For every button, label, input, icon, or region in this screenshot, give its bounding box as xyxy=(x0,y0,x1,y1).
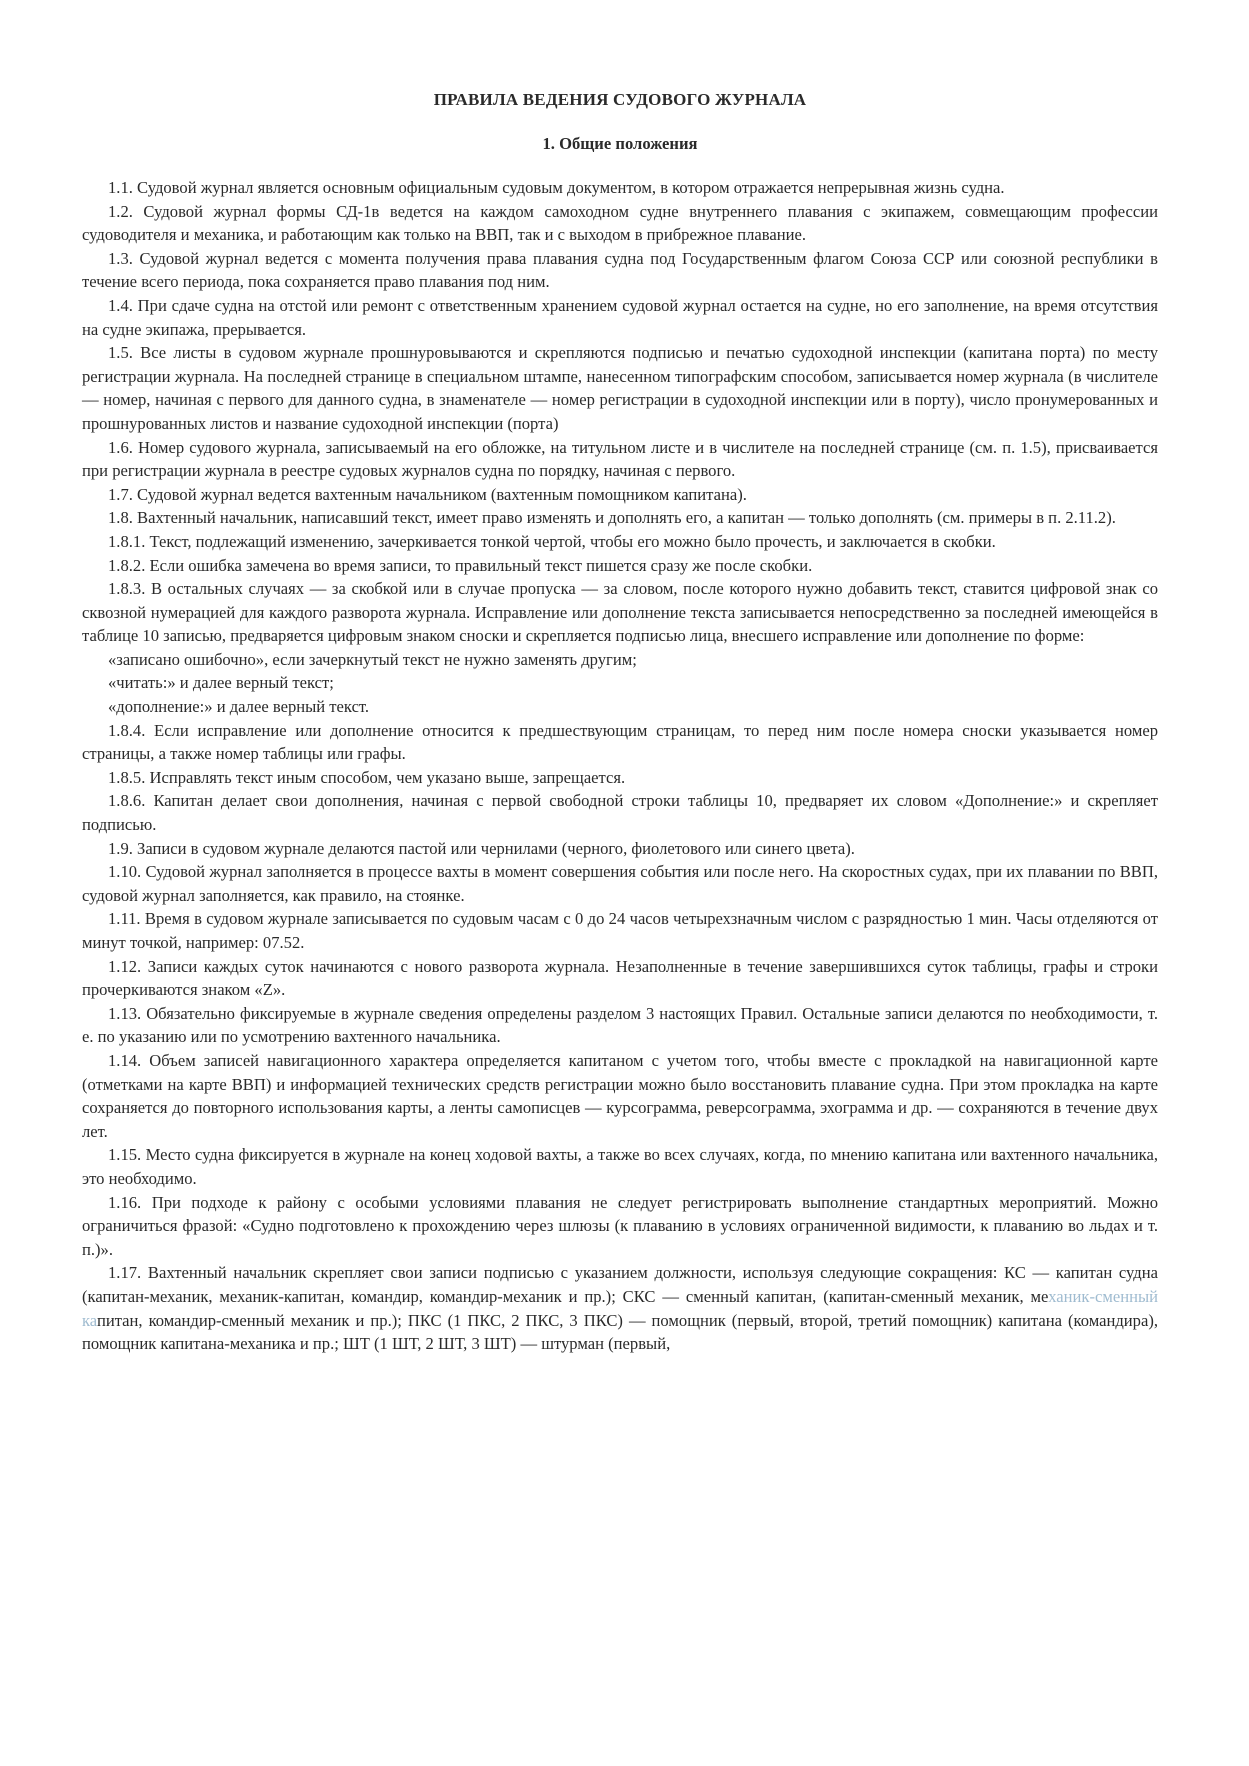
paragraph-1-4: 1.4. При сдаче судна на отстой или ремонт с ответственным хранением судовой журнал остается на судне, но его заполнение, на время отсутствия на судне экипажа, прерывается. xyxy=(82,295,1158,339)
section-title: 1. Общие положения xyxy=(542,134,698,153)
paragraph-1-2: 1.2. Судовой журнал формы СД-1в ведется на каждом самоходном судне внутреннего плавания с экипажем, совмещающим профессии судоводителя и механика, и работающим как только на ВВП, так и с выходом в прибрежное плавание. xyxy=(82,201,1158,245)
paragraph-1-17-text-start: 1.17. Вахтенный начальник скрепляет свои записи подписью с указанием должности, используя следующие сокращения: КС — капитан судна (капитан-механик, механик-капитан, командир, командир-механик и пр.); СКС — сменный капитан, (капитан-сменный механик, ме xyxy=(82,1263,1158,1306)
paragraph-1-15: 1.15. Место судна фиксируется в журнале на конец ходовой вахты, а также во всех случаях, когда, по мнению капитана или вахтенного начальника, это необходимо. xyxy=(82,1145,1158,1188)
paragraph-1-13: 1.13. Обязательно фиксируемые в журнале сведения определены разделом 3 настоящих Правил. Остальные записи делаются по необходимости, т. е. по указанию или по усмотрению вахтенного начальника. xyxy=(82,1003,1158,1047)
watermark-overlay-text: ханик-сменный ка xyxy=(82,1286,1158,1330)
paragraph-1-8-6: 1.8.6. Капитан делает свои дополнения, начиная с первой свободной строки таблицы 10, предваряет их словом «Дополнение:» и скрепляет подписью. xyxy=(82,791,1158,835)
paragraph-1-6: 1.6. Номер судового журнала, записываемый на его обложке, на титульном листе и в числителе на последней странице (см. п. 1.5), присваивается при регистрации журнала в реестре судовых журналов судна по порядку, начиная с первого. xyxy=(82,437,1158,481)
paragraph-1-3: 1.3. Судовой журнал ведется с момента получения права плавания судна под Государственным флагом Союза ССР или союзной республики в течение всего периода, пока сохраняется право плавания под ним. xyxy=(82,248,1158,292)
paragraph-1-8-2: 1.8.2. Если ошибка замечена во время записи, то правильный текст пишется сразу же после скобки. xyxy=(108,555,813,575)
paragraph-1-10: 1.10. Судовой журнал заполняется в процессе вахты в момент совершения события или после него. На скоростных судах, при их плавании по ВВП, судовой журнал заполняется, как правило, на стоянке. xyxy=(82,862,1158,905)
paragraph-1-11: 1.11. Время в судовом журнале записывается по судовым часам с 0 до 24 часов четырехзначным числом с разрядностью 1 мин. Часы отделяются от минут точкой, например: 07.52. xyxy=(82,909,1158,952)
form-item-written-in-error: «записано ошибочно», если зачеркнутый текст не нужно заменять другим; xyxy=(108,649,637,669)
paragraph-1-16: 1.16. При подходе к району с особыми условиями плавания не следует регистрировать выполнение стандартных мероприятий. Можно ограничиться фразой: «Судно подготовлено к прохождению через шлюзы (к плаванию в условиях ограниченной видимости, к плаванию во льдах и т. п.)». xyxy=(82,1192,1158,1259)
paragraph-1-8: 1.8. Вахтенный начальник, написавший текст, имеет право изменять и дополнять его, а капитан — только дополнять (см. примеры в п. 2.11.2). xyxy=(108,508,1116,528)
form-item-addition: «дополнение:» и далее верный текст. xyxy=(108,697,370,717)
document-title: ПРАВИЛА ВЕДЕНИЯ СУДОВОГО ЖУРНАЛА xyxy=(433,90,807,109)
paragraph-1-14: 1.14. Объем записей навигационного характера определяется капитаном с учетом того, чтобы вместе с прокладкой на навигационной карте (отметками на карте ВВП) и информацией технических средств регистрации можно было восстановить плавание судна. При этом прокладка на карте сохраняется до повторного использования карты, а ленты самописцев — курсограмма, реверсограмма, эхограмма и др. — сохраняются в течение двух лет. xyxy=(82,1050,1158,1141)
paragraph-1-8-1: 1.8.1. Текст, подлежащий изменению, зачеркивается тонкой чертой, чтобы его можно было прочесть, и заключается в скобки. xyxy=(108,531,996,551)
paragraph-1-9: 1.9. Записи в судовом журнале делаются пастой или чернилами (черного, фиолетового или синего цвета). xyxy=(108,838,855,858)
paragraph-1-8-5: 1.8.5. Исправлять текст иным способом, чем указано выше, запрещается. xyxy=(108,767,626,787)
paragraph-1-17 xyxy=(82,1261,1158,1355)
paragraph-1-8-4: 1.8.4. Если исправление или дополнение относится к предшествующим страницам, то перед ним после номера сноски указывается номер страницы, а также номер таблицы или графы. xyxy=(82,720,1158,764)
paragraph-1-5: 1.5. Все листы в судовом журнале прошнуровываются и скрепляются подписью и печатью судоходной инспекции (капитана порта) по месту регистрации журнала. На последней странице в специальном штампе, нанесенном типографским способом, записывается номер журнала (в числителе — номер, начиная с первого для данного судна, в знаменателе — номер регистрации в судоходной инспекции или в порту), число пронумерованных и прошнурованных листов и название судоходной инспекции (порта) xyxy=(82,343,1158,433)
paragraph-list xyxy=(82,176,1158,1356)
paragraph-1-12: 1.12. Записи каждых суток начинаются с нового разворота журнала. Незаполненные в течение завершившихся суток таблицы, графы и строки прочеркиваются знаком «Z». xyxy=(82,956,1158,1000)
paragraph-1-8-3: 1.8.3. В остальных случаях — за скобкой или в случае пропуска — за словом, после которого нужно добавить текст, ставится цифровой знак со сквозной нумерацией для каждого разворота журнала. Исправление или дополнение текста записывается непосредственно за последней имеющейся в таблице 10 записью, предваряется цифровым знаком сноски и скрепляется подписью лица, внесшего исправление или дополнение по форме: xyxy=(82,579,1158,646)
document-page xyxy=(82,88,1158,1356)
form-item-read: «читать:» и далее верный текст; xyxy=(108,673,334,693)
paragraph-1-1: 1.1. Судовой журнал является основным официальным судовым документом, в котором отражается непрерывная жизнь судна. xyxy=(108,178,1005,197)
paragraph-1-7: 1.7. Судовой журнал ведется вахтенным начальником (вахтенным помощником капитана). xyxy=(108,484,747,504)
paragraph-1-17-text-end: питан, командир-сменный механик и пр.); ПКС (1 ПКС, 2 ПКС, 3 ПКС) — помощник (первый, второй, третий помощник) капитана (командира), помощник капитана-механика и пр.; ШТ (1 ШТ, 2 ШТ, 3 ШТ) — штурман (первый, xyxy=(82,1310,1158,1354)
